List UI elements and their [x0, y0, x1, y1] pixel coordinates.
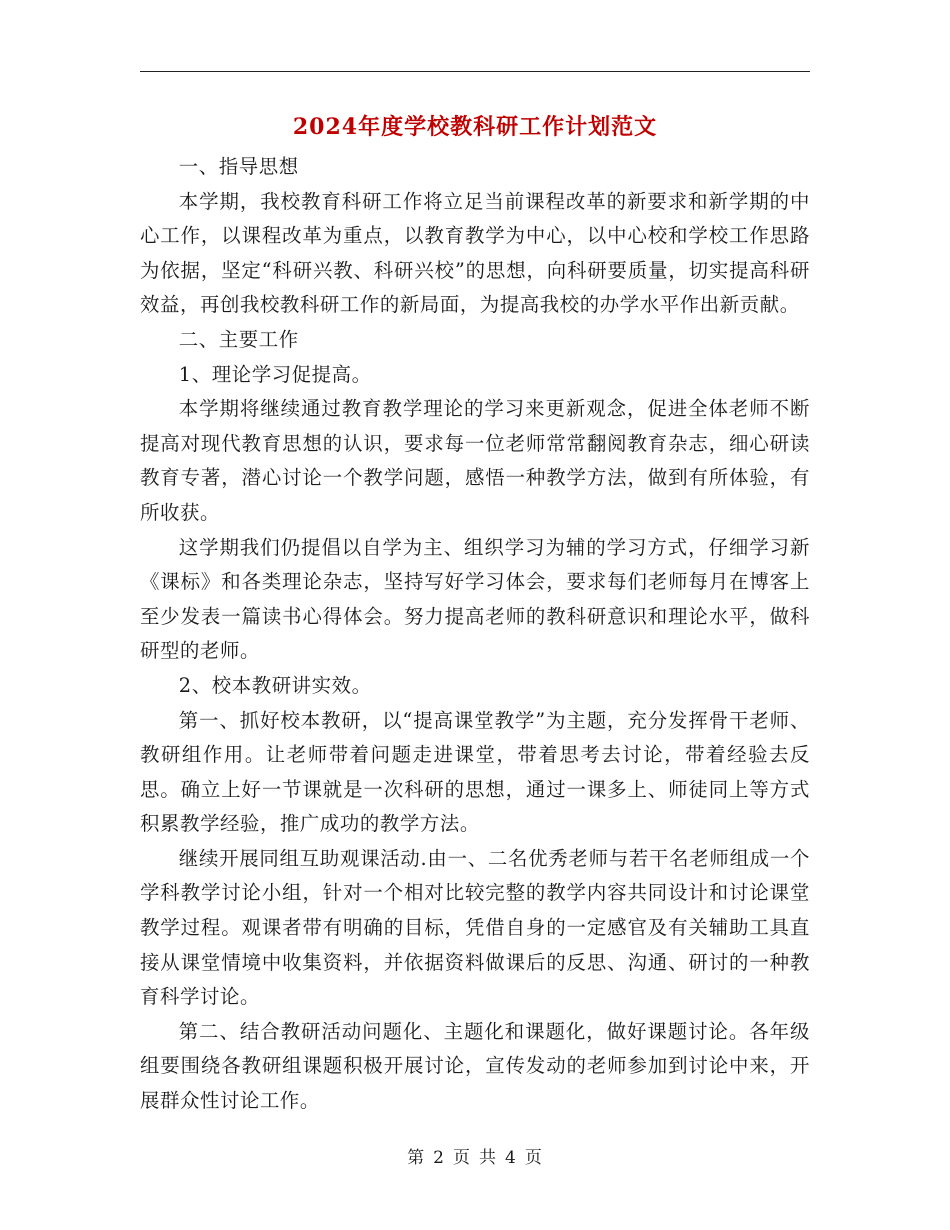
footer-total-pages: 4	[505, 1148, 517, 1168]
document-title: 2024年度学校教科研工作计划范文	[292, 114, 658, 140]
paragraph: 本学期将继续通过教育教学理论的学习来更新观念，促进全体老师不断提高对现代教育思想的认识，要求每一位老师常常翻阅教育杂志，细心研读教育专著，潜心讨论一个教学问题，感悟一种教学方法，做到有所体验，有所收获。	[140, 397, 810, 524]
footer-page-number: 2	[433, 1148, 445, 1168]
section-heading-1: 一、指导思想	[178, 155, 299, 178]
paragraph: 继续开展同组互助观课活动.由一、二名优秀老师与若干名老师组成一个学科教学讨论小组，针对一个相对比较完整的教学内容共同设计和讨论课堂教学过程。观课者带有明确的目标，凭借自身的一定感官及有关辅助工具直接从课堂情境中收集资料，并依据资料做课后的反思、沟通、研讨的一种教育科学讨论。	[140, 846, 810, 1009]
subheading-2: 2、校本教研讲实效。	[178, 673, 372, 697]
footer-total-unit: 页	[524, 1148, 543, 1168]
paragraph: 第一、抓好校本教研，以“提高课堂教学”为主题，充分发挥骨干老师、教研组作用。让老师带着问题走进课堂，带着思考去讨论，带着经验去反思。确立上好一节课就是一次科研的思想，通过一课多上、师徒同上等方式积累教学经验，推广成功的教学方法。	[140, 708, 810, 836]
section-heading-2: 二、主要工作	[178, 327, 299, 351]
document-body	[140, 150, 810, 1119]
footer-page-unit: 页	[453, 1148, 471, 1168]
footer-total-prefix: 共	[479, 1148, 497, 1168]
paragraph: 这学期我们仍提倡以自学为主、组织学习为辅的学习方式，仔细学习新《课标》和各类理论杂志，坚持写好学习体会，要求每们老师每月在博客上至少发表一篇读书心得体会。努力提高老师的教科研意识和理论水平，做科研型的老师。	[140, 535, 810, 663]
paragraph: 第二、结合教研活动问题化、主题化和课题化，做好课题讨论。各年级组要围绕各教研组课题积极开展讨论，宣传发动的老师参加到讨论中来，开展群众性讨论工作。	[140, 1019, 810, 1113]
page-footer	[140, 1146, 810, 1170]
footer-prefix: 第	[407, 1148, 426, 1168]
subheading-1: 1、理论学习促提高。	[178, 362, 372, 386]
paragraph: 本学期，我校教育科研工作将立足当前课程改革的新要求和新学期的中心工作，以课程改革为重点，以教育教学为中心，以中心校和学校工作思路为依据，坚定“科研兴教、科研兴校”的思想，向科研要质量，切实提高科研效益，再创我校教科研工作的新局面，为提高我校的办学水平作出新贡献。	[140, 189, 810, 317]
header-rule	[140, 71, 810, 72]
